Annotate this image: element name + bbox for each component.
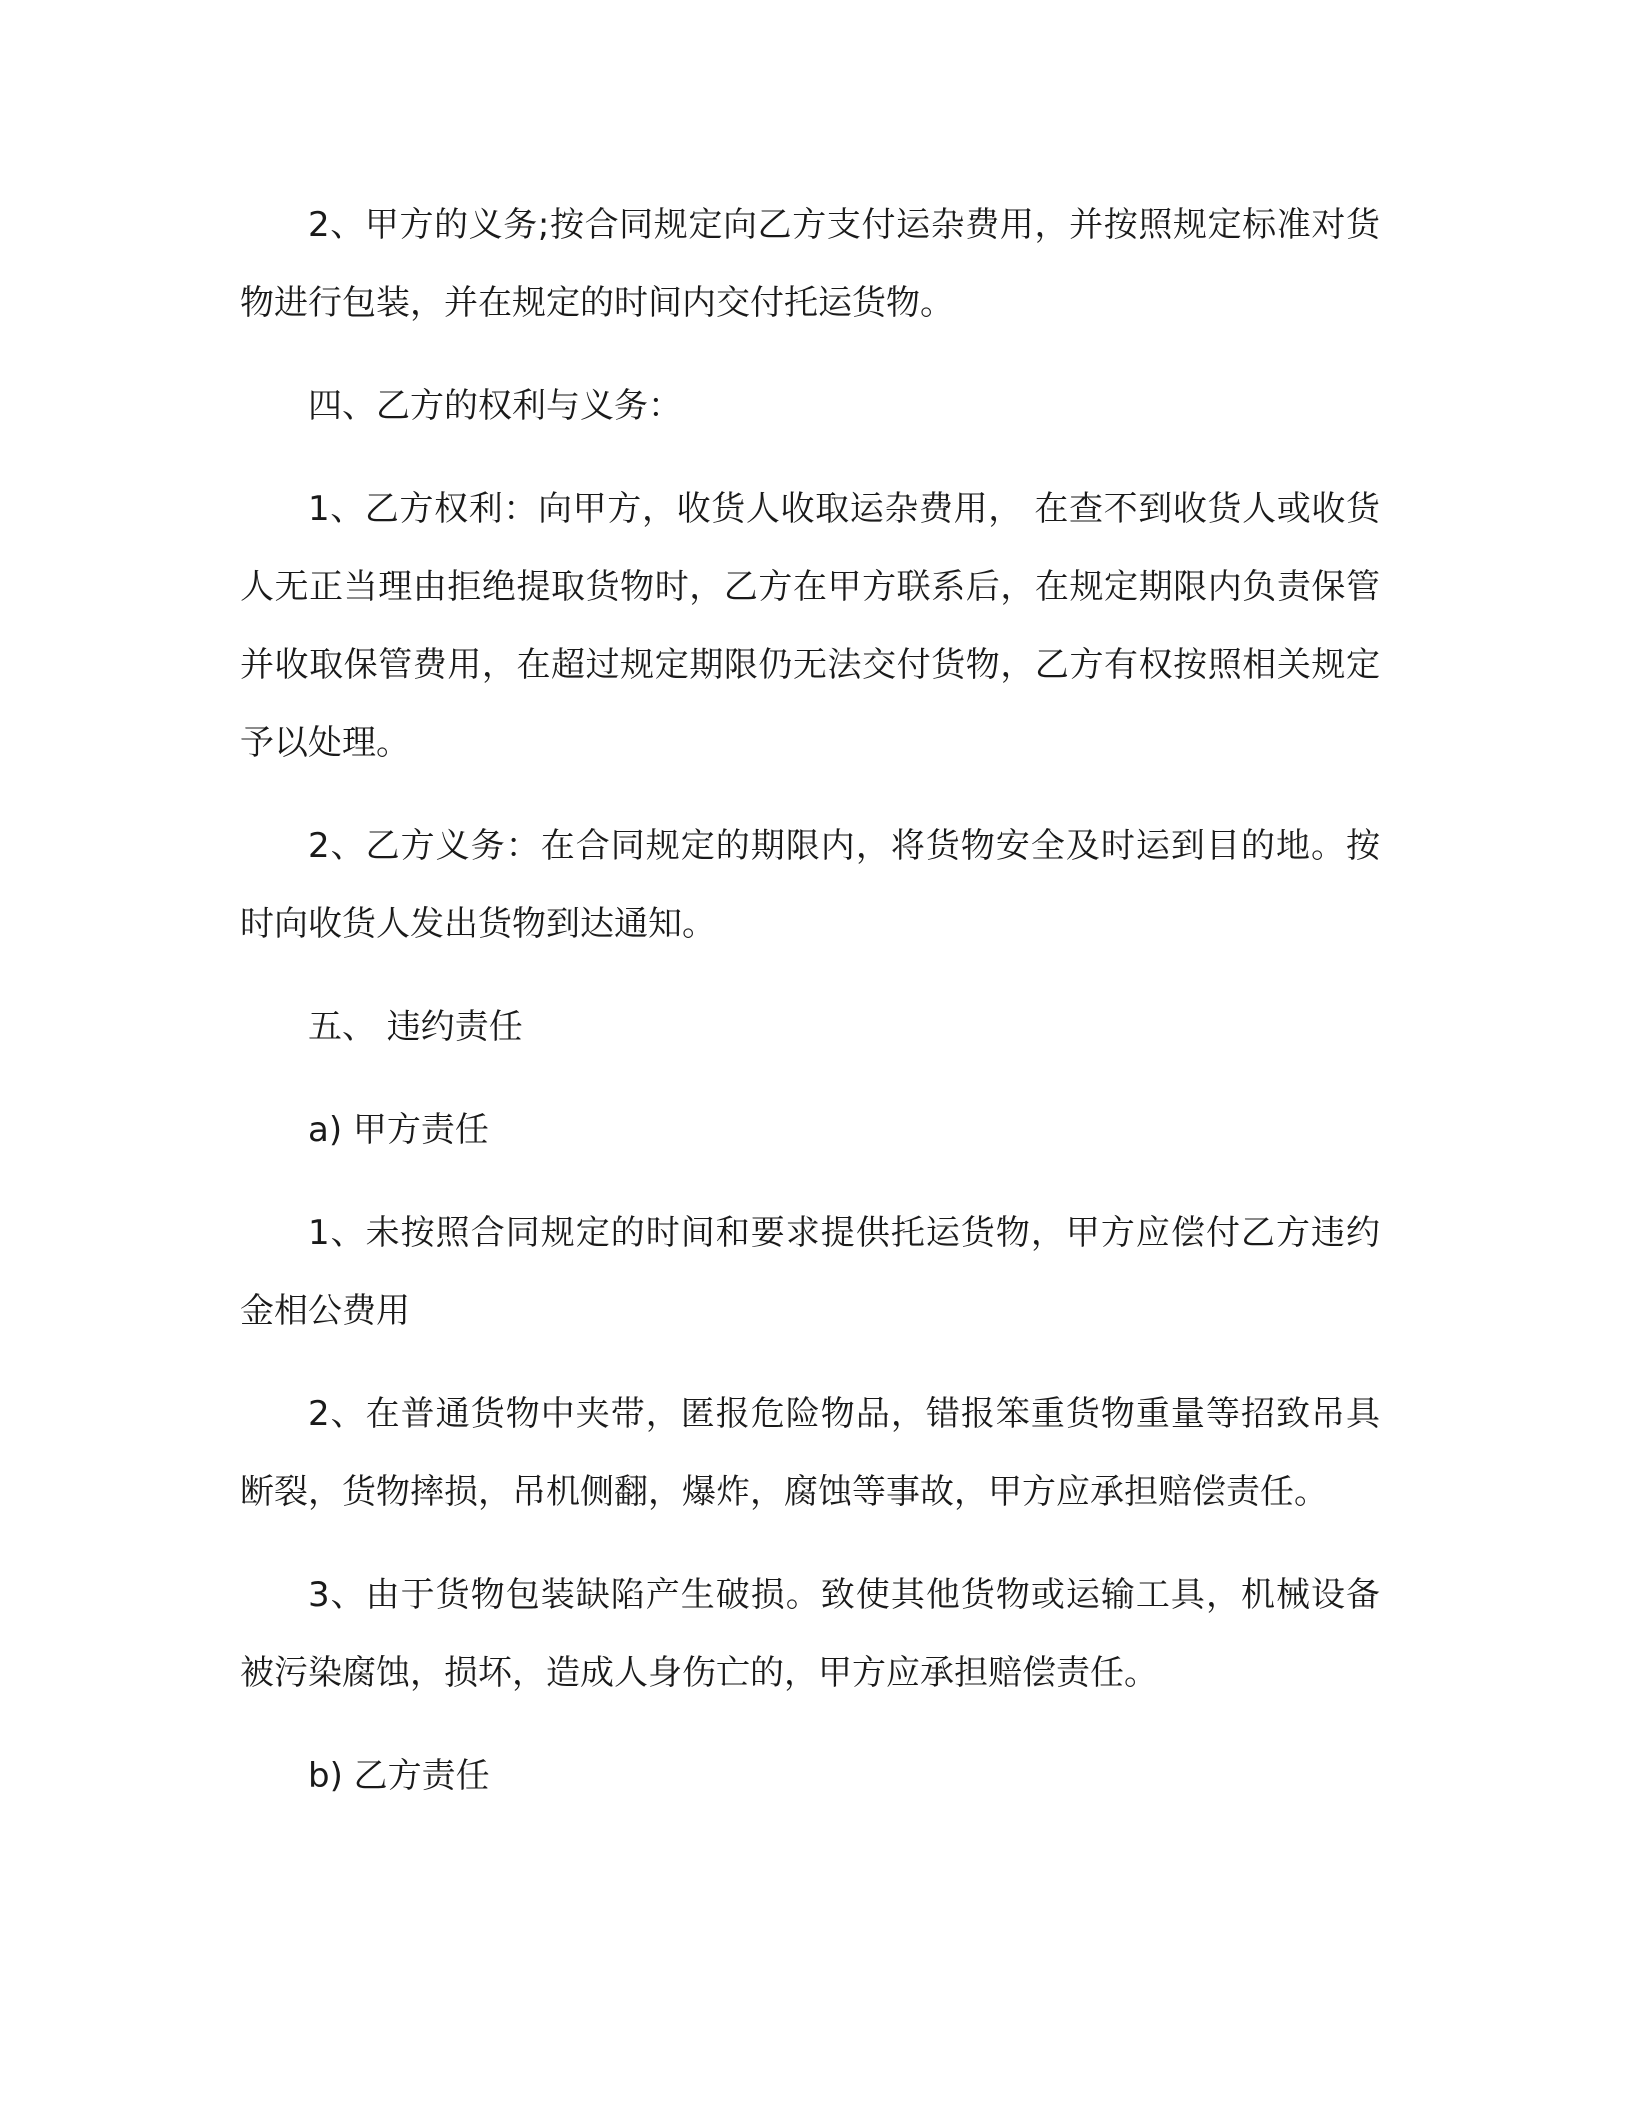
document-body: [240, 186, 1380, 1840]
paragraph-party-b-rights: 1、乙方权利：向甲方，收货人收取运杂费用， 在查不到收货人或收货人无正当理由拒绝提取货物时，乙方在甲方联系后，在规定期限内负责保管并收取保管费用，在超过规定期限仍无法交付货物，乙方有权按照相关规定予以处理。: [240, 489, 1380, 763]
paragraph-liability-item-1: 1、未按照合同规定的时间和要求提供托运货物，甲方应偿付乙方违约金相公费用: [240, 1213, 1380, 1331]
paragraph-party-a-obligations: 2、甲方的义务;按合同规定向乙方支付运杂费用，并按照规定标准对货物进行包装，并在规定的时间内交付托运货物。: [240, 205, 1380, 323]
subheading-party-a-liability: a) 甲方责任: [308, 1110, 489, 1150]
heading-party-b-rights-obligations: 四、乙方的权利与义务：: [308, 386, 682, 426]
heading-breach-liability: 五、 违约责任: [308, 1007, 523, 1047]
paragraph-party-b-obligations: 2、乙方义务：在合同规定的期限内，将货物安全及时运到目的地。按时向收货人发出货物到达通知。: [240, 826, 1380, 944]
subheading-party-b-liability: b) 乙方责任: [308, 1756, 490, 1796]
paragraph-liability-item-3: 3、由于货物包装缺陷产生破损。致使其他货物或运输工具，机械设备被污染腐蚀，损坏，造成人身伤亡的，甲方应承担赔偿责任。: [240, 1575, 1380, 1693]
paragraph-liability-item-2: 2、在普通货物中夹带，匿报危险物品，错报笨重货物重量等招致吊具断裂，货物摔损，吊机侧翻，爆炸，腐蚀等事故，甲方应承担赔偿责任。: [240, 1394, 1380, 1512]
